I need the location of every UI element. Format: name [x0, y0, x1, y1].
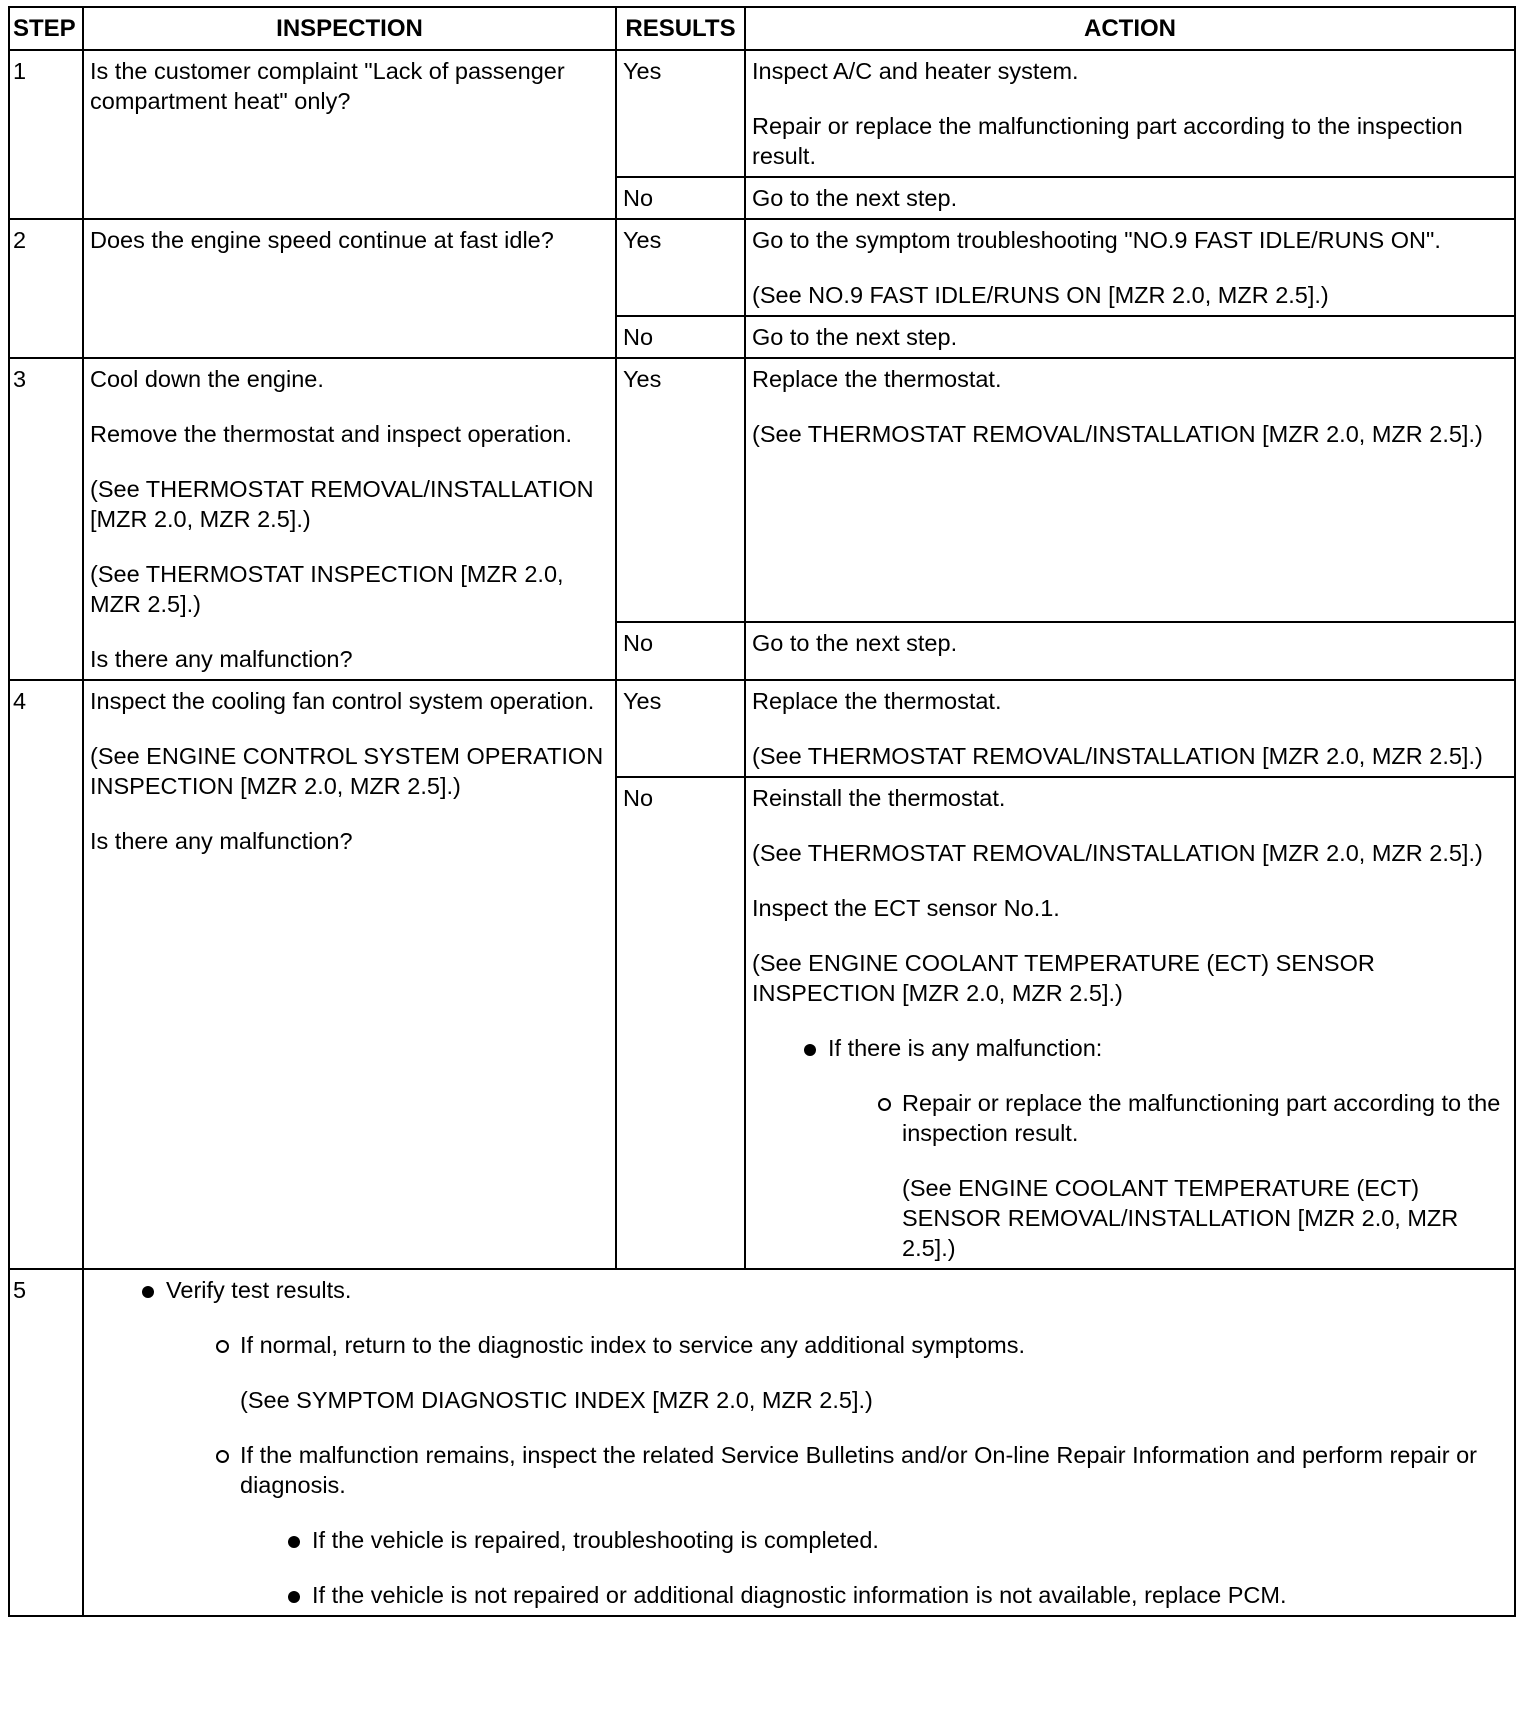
sub-bullet-item [870, 1088, 1508, 1263]
action-text: (See THERMOSTAT REMOVAL/INSTALLATION [MZR 2.0, MZR 2.5].) [752, 840, 1483, 866]
sub-bullet-text: Repair or replace the malfunctioning part according to the inspection result. [902, 1090, 1501, 1146]
action-text: Replace the thermostat. [752, 366, 1002, 392]
step-1-result-no: No [616, 177, 745, 219]
header-results: RESULTS [616, 7, 745, 50]
step-3-result-yes: Yes [616, 358, 745, 622]
action-text: (See NO.9 FAST IDLE/RUNS ON [MZR 2.0, MZR 2.5].) [752, 282, 1329, 308]
sub-bullet-text: If normal, return to the diagnostic index to service any additional symptoms. [240, 1332, 1026, 1358]
step-3-number: 3 [9, 358, 83, 680]
header-step: STEP [9, 7, 83, 50]
action-text: Inspect the ECT sensor No.1. [752, 895, 1060, 921]
step-5-row [9, 1269, 1515, 1616]
header-action: ACTION [745, 7, 1515, 50]
sub-bullet-text: (See ENGINE COOLANT TEMPERATURE (ECT) SENSOR REMOVAL/INSTALLATION [MZR 2.0, MZR 2.5].) [902, 1175, 1459, 1261]
step-4-result-yes: Yes [616, 680, 745, 777]
step-5-content [83, 1269, 1515, 1616]
action-text: (See ENGINE COOLANT TEMPERATURE (ECT) SENSOR INSPECTION [MZR 2.0, MZR 2.5].) [752, 950, 1375, 1006]
inspection-text: Is the customer complaint "Lack of passenger compartment heat" only? [90, 58, 565, 114]
step-4-action-no [745, 777, 1515, 1269]
action-text: Replace the thermostat. [752, 688, 1002, 714]
inspection-text: Does the engine speed continue at fast idle? [90, 227, 554, 253]
bullet-dot-icon [798, 1033, 822, 1063]
inspection-text: (See THERMOSTAT REMOVAL/INSTALLATION [MZR 2.0, MZR 2.5].) [90, 476, 594, 532]
step-1-action-yes [745, 50, 1515, 177]
sub-bullet-item [208, 1440, 1508, 1500]
action-text: Reinstall the thermostat. [752, 785, 1006, 811]
bullet-circle-icon [210, 1330, 234, 1360]
bullet-text: If there is any malfunction: [828, 1035, 1103, 1061]
step-4-number: 4 [9, 680, 83, 1269]
bullet-item [796, 1033, 1508, 1063]
step-2-yes-row [9, 219, 1515, 316]
action-text: (See THERMOSTAT REMOVAL/INSTALLATION [MZR 2.0, MZR 2.5].) [752, 743, 1483, 769]
action-text: Go to the symptom troubleshooting "NO.9 FAST IDLE/RUNS ON". [752, 227, 1441, 253]
step-2-action-yes [745, 219, 1515, 316]
step-4-inspection [83, 680, 616, 1269]
step-2-number: 2 [9, 219, 83, 358]
inspection-text: Inspect the cooling fan control system operation. [90, 688, 595, 714]
step-2-action-no: Go to the next step. [745, 316, 1515, 358]
step-3-result-no: No [616, 622, 745, 680]
header-inspection: INSPECTION [83, 7, 616, 50]
bullet-text: Verify test results. [166, 1277, 352, 1303]
action-text: Inspect A/C and heater system. [752, 58, 1079, 84]
inspection-text: Is there any malfunction? [90, 646, 353, 672]
step-2-result-yes: Yes [616, 219, 745, 316]
inspection-text: Is there any malfunction? [90, 828, 353, 854]
step-2-inspection [83, 219, 616, 358]
step-3-inspection [83, 358, 616, 680]
action-text: Repair or replace the malfunctioning part according to the inspection result. [752, 113, 1463, 169]
step-1-action-no: Go to the next step. [745, 177, 1515, 219]
step-3-yes-row [9, 358, 1515, 622]
sub-bullet-text: If the malfunction remains, inspect the related Service Bulletins and/or On-line Repair Information and perform repair or diagnosis. [240, 1442, 1477, 1498]
step-1-yes-row [9, 50, 1515, 177]
inspection-text: (See ENGINE CONTROL SYSTEM OPERATION INSPECTION [MZR 2.0, MZR 2.5].) [90, 743, 604, 799]
step-4-result-no: No [616, 777, 745, 1269]
action-text: (See THERMOSTAT REMOVAL/INSTALLATION [MZR 2.0, MZR 2.5].) [752, 421, 1483, 447]
bullet-text: If the vehicle is not repaired or additional diagnostic information is not available, replace PCM. [312, 1582, 1287, 1608]
step-3-action-no: Go to the next step. [745, 622, 1515, 680]
bullet-text: If the vehicle is repaired, troubleshooting is completed. [312, 1527, 879, 1553]
bullet-item [134, 1275, 1508, 1305]
bullet-dot-icon [282, 1525, 306, 1555]
bullet-dot-icon [136, 1275, 160, 1305]
bullet-dot-icon [282, 1580, 306, 1610]
inspection-text: (See THERMOSTAT INSPECTION [MZR 2.0, MZR 2.5].) [90, 561, 564, 617]
step-3-action-yes [745, 358, 1515, 622]
step-4-action-yes [745, 680, 1515, 777]
bullet-item [280, 1525, 1508, 1555]
diagnostic-procedure-table [8, 6, 1516, 1617]
step-1-number: 1 [9, 50, 83, 219]
step-1-inspection [83, 50, 616, 219]
step-1-result-yes: Yes [616, 50, 745, 177]
step-2-result-no: No [616, 316, 745, 358]
inspection-text: Cool down the engine. [90, 366, 324, 392]
step-5-number: 5 [9, 1269, 83, 1616]
inspection-text: Remove the thermostat and inspect operation. [90, 421, 573, 447]
step-4-yes-row [9, 680, 1515, 777]
sub-bullet-text: (See SYMPTOM DIAGNOSTIC INDEX [MZR 2.0, MZR 2.5].) [240, 1387, 873, 1413]
header-row [9, 7, 1515, 50]
bullet-circle-icon [872, 1088, 896, 1118]
bullet-item [280, 1580, 1508, 1610]
sub-bullet-item [208, 1330, 1508, 1415]
bullet-circle-icon [210, 1440, 234, 1470]
